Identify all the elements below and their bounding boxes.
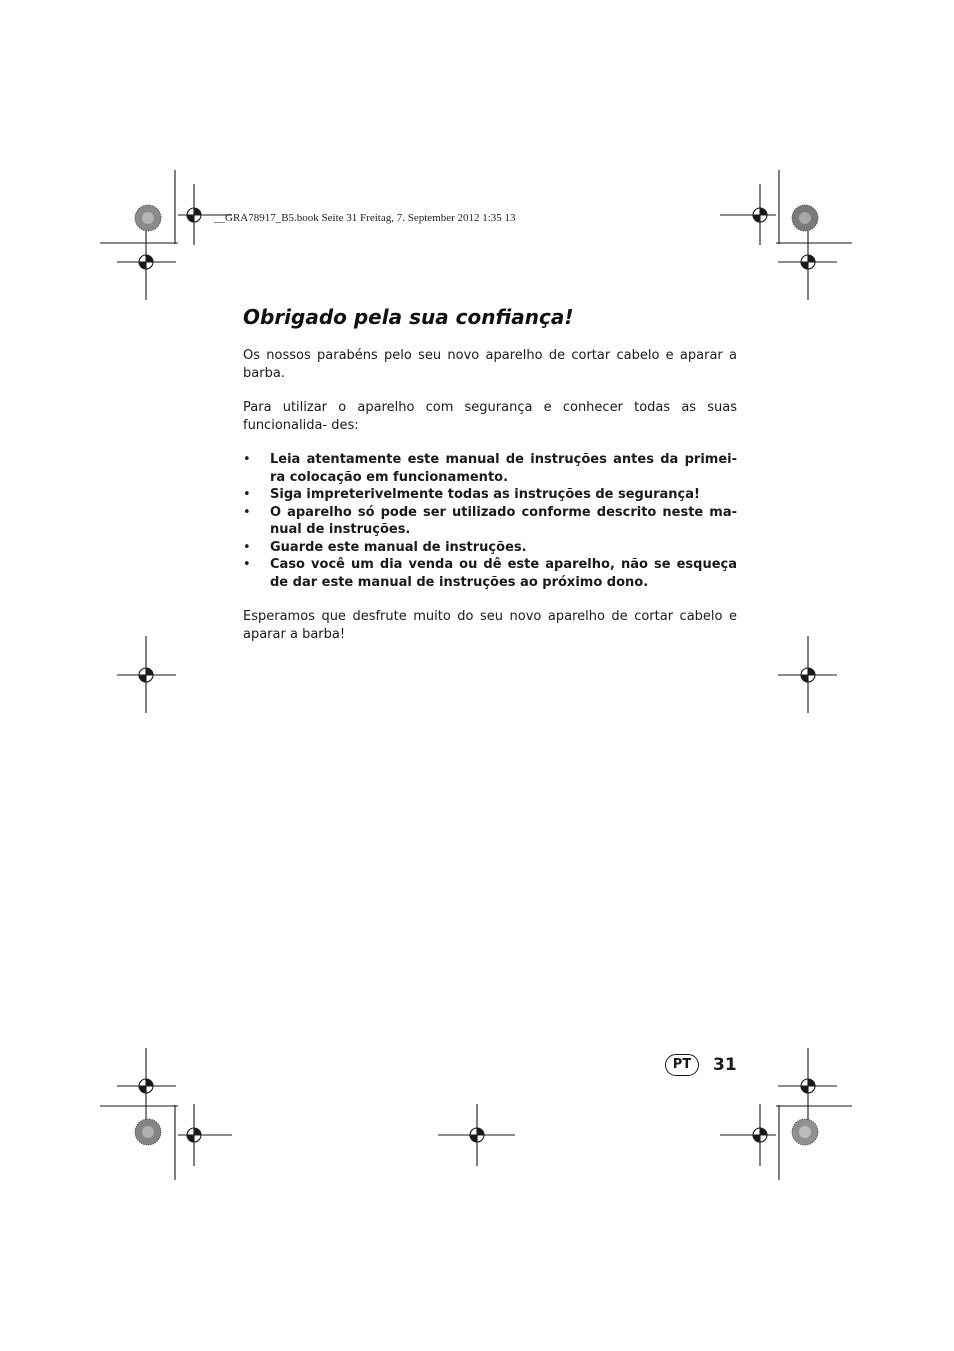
print-slug: __GRA78917_B5.book Seite 31 Freitag, 7. September 2012 1:35 13 — [214, 212, 516, 224]
closing-paragraph: Esperamos que desfrute muito do seu novo aparelho de cortar cabelo e aparar a barba! — [243, 609, 737, 642]
instruction-list — [243, 451, 737, 591]
bullet-icon: • — [243, 487, 251, 502]
page-number: 31 — [713, 1055, 737, 1075]
bullet-icon: • — [243, 539, 251, 555]
bullet-icon: • — [243, 557, 251, 572]
list-item — [243, 556, 737, 591]
list-item — [243, 451, 737, 486]
list-item — [243, 486, 737, 504]
language-badge: PT — [665, 1054, 699, 1076]
list-item — [243, 539, 737, 557]
bullet-icon: • — [243, 452, 251, 467]
list-item-text: Leia atentamente este manual de instruções antes da primei- ra colocação em funcionamento. — [270, 452, 737, 485]
intro-paragraph: Os nossos parabéns pelo seu novo aparelho de cortar cabelo e aparar a barba. — [243, 348, 737, 381]
list-item — [243, 504, 737, 539]
bullet-icon: • — [243, 504, 251, 520]
list-item-text: Caso você um dia venda ou dê este aparelho, não se esqueça de dar este manual de instruções ao próximo dono. — [270, 557, 737, 590]
list-item-text: O aparelho só pode ser utilizado conforme descrito neste ma- nual de instruções. — [270, 504, 737, 537]
list-item-text: Guarde este manual de instruções. — [270, 539, 527, 555]
usage-paragraph: Para utilizar o aparelho com segurança e conhecer todas as suas funcionalida- des: — [243, 400, 737, 433]
page-title: Obrigado pela sua confiança! — [243, 305, 574, 329]
list-item-text: Siga impreterivelmente todas as instruções de segurança! — [270, 487, 700, 502]
main-content — [243, 303, 737, 643]
